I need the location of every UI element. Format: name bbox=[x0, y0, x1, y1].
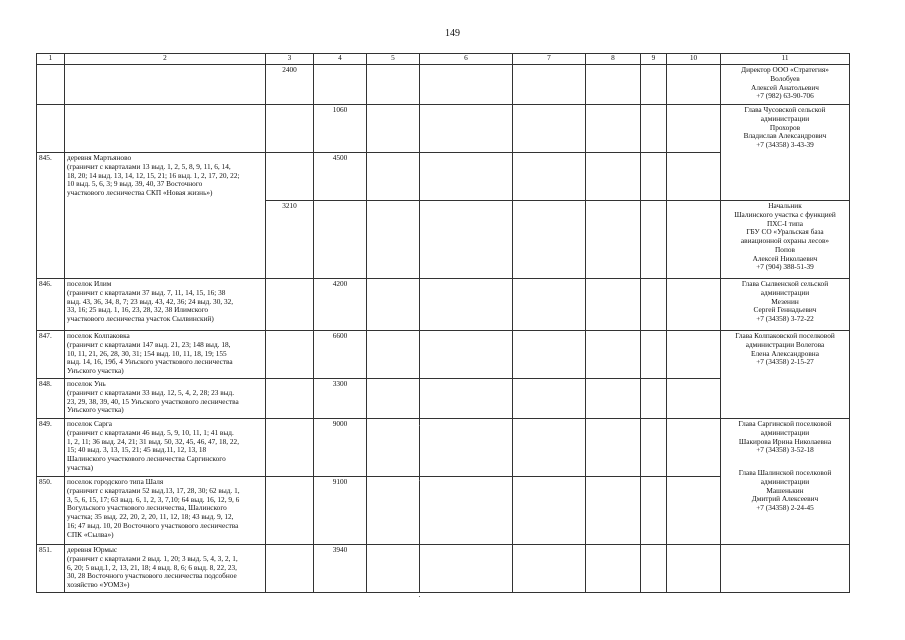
settlement-cell: поселок Илим (граничит с кварталами 37 выд. 7, 11, 14, 15, 16; 38 выд. 43, 36, 34, 8, 7; 23 выд. 43, 42, 36; 24 выд. 30, 32, 33, 16; 25 выд. 1, 16, 23, 28, 32, 38 Илимского участкового лесничества участок Сылвинский) bbox=[65, 279, 266, 331]
empty-cell bbox=[420, 419, 513, 477]
empty-cell bbox=[420, 477, 513, 545]
row-number: 850. bbox=[37, 477, 65, 545]
empty-cell bbox=[586, 419, 641, 477]
value-col3: 3210 bbox=[266, 201, 314, 279]
header-cell: 8 bbox=[586, 54, 641, 65]
empty-cell bbox=[513, 419, 586, 477]
contact-cell: Глава Колпаковской поселковой администрации Волегова Елена Александровна +7 (34358) 2-15-27 bbox=[721, 331, 850, 419]
empty-cell bbox=[641, 65, 667, 105]
empty-cell bbox=[667, 105, 721, 153]
empty-cell bbox=[667, 279, 721, 331]
empty-cell bbox=[513, 153, 586, 201]
empty-cell bbox=[641, 419, 667, 477]
settlement-cell: поселок Колпаковка (граничит с кварталами 147 выд. 21, 23; 148 выд. 18, 10, 11, 21, 26, 28, 30, 31; 154 выд. 10, 11, 18, 19; 155 выд. 14, 16, 19б, 4 Унъского участкового лесничества Унъского участка) bbox=[65, 331, 266, 379]
empty-cell bbox=[586, 65, 641, 105]
value-col4 bbox=[314, 65, 367, 105]
value-col3 bbox=[266, 545, 314, 593]
table-row bbox=[37, 65, 850, 105]
contact-shalya: Глава Шалинской поселковой администрации Машенькин Дмитрий Алексеевич +7 (34358) 2-24-45 bbox=[738, 468, 832, 512]
table-row bbox=[37, 105, 850, 153]
row-number bbox=[37, 105, 65, 153]
value-col3 bbox=[266, 153, 314, 201]
empty-cell bbox=[513, 65, 586, 105]
header-cell: 2 bbox=[65, 54, 266, 65]
header-cell: 11 bbox=[721, 54, 850, 65]
empty-cell bbox=[420, 331, 513, 379]
empty-cell bbox=[721, 545, 850, 593]
empty-cell bbox=[641, 379, 667, 419]
header-cell: 9 bbox=[641, 54, 667, 65]
empty-cell bbox=[420, 201, 513, 279]
empty-cell bbox=[586, 153, 641, 201]
value-col3: 2400 bbox=[266, 65, 314, 105]
empty-cell bbox=[513, 279, 586, 331]
empty-cell bbox=[641, 105, 667, 153]
empty-cell bbox=[667, 545, 721, 593]
contact-cell: Глава Сылвенской сельской администрации Мезенин Сергей Геннадьевич +7 (34358) 3-72-22 bbox=[721, 279, 850, 331]
value-col4: 6600 bbox=[314, 331, 367, 379]
value-col4: 9000 bbox=[314, 419, 367, 477]
value-col3 bbox=[266, 105, 314, 153]
empty-cell bbox=[367, 201, 420, 279]
header-cell: 4 bbox=[314, 54, 367, 65]
table-row bbox=[37, 545, 850, 593]
empty-cell bbox=[667, 379, 721, 419]
settlement-cell bbox=[65, 65, 266, 105]
empty-cell bbox=[667, 331, 721, 379]
empty-cell bbox=[586, 279, 641, 331]
header-row bbox=[37, 54, 850, 65]
empty-cell bbox=[367, 545, 420, 593]
empty-cell bbox=[641, 153, 667, 201]
empty-cell bbox=[513, 379, 586, 419]
empty-cell bbox=[367, 477, 420, 545]
empty-cell bbox=[367, 419, 420, 477]
table-row bbox=[37, 331, 850, 379]
empty-cell bbox=[420, 153, 513, 201]
row-number: 845. bbox=[37, 153, 65, 279]
page-number: 149 bbox=[445, 28, 460, 39]
row-number: 847. bbox=[37, 331, 65, 379]
empty-cell bbox=[367, 65, 420, 105]
table-row bbox=[37, 419, 850, 477]
empty-cell bbox=[367, 105, 420, 153]
empty-cell bbox=[586, 105, 641, 153]
settlement-cell: поселок Унь (граничит с кварталами 33 выд. 12, 5, 4, 2, 28; 23 выд. 23, 29, 38, 39, 40, 15 Унъского участкового лесничества Унъского участка) bbox=[65, 379, 266, 419]
header-cell: 10 bbox=[667, 54, 721, 65]
value-col4: 9100 bbox=[314, 477, 367, 545]
contact-cell: Глава Чусовской сельской администрации Прохоров Владислав Александрович +7 (34358) 3-43-39 bbox=[721, 105, 850, 201]
empty-cell bbox=[667, 419, 721, 477]
row-number: 848. bbox=[37, 379, 65, 419]
empty-cell bbox=[513, 105, 586, 153]
empty-cell bbox=[641, 477, 667, 545]
scan-speck bbox=[419, 596, 420, 597]
settlement-cell: деревня Мартьяново (граничит с кварталами 13 выд. 1, 2, 5, 8, 9, 11, 6, 14, 18, 20; 14 выд. 13, 14, 12, 15, 21; 16 выд. 1, 2, 17, 20, 22; 10 выд. 5, 6, 3; 9 выд. 39, 40, 37 Восточного участкового лесничества СКП «Новая жизнь») bbox=[65, 153, 266, 279]
value-col3 bbox=[266, 331, 314, 379]
empty-cell bbox=[586, 545, 641, 593]
empty-cell bbox=[367, 279, 420, 331]
row-number: 851. bbox=[37, 545, 65, 593]
settlement-cell: деревня Юрмыс (граничит с кварталами 2 выд. 1, 20; 3 выд. 5, 4, 3, 2, 1, 6, 20; 5 выд.1, 2, 13, 21, 18; 4 выд. 8, 6; 6 выд. 8, 22, 23, 30, 28 Восточного участкового лесничества подсобное хозяйство «УОМЗ») bbox=[65, 545, 266, 593]
value-col3 bbox=[266, 419, 314, 477]
empty-cell bbox=[586, 331, 641, 379]
empty-cell bbox=[367, 153, 420, 201]
value-col4: 1060 bbox=[314, 105, 367, 153]
document-table bbox=[36, 53, 850, 593]
value-col3 bbox=[266, 279, 314, 331]
value-col4: 3940 bbox=[314, 545, 367, 593]
empty-cell bbox=[641, 201, 667, 279]
value-col4: 3300 bbox=[314, 379, 367, 419]
empty-cell bbox=[641, 279, 667, 331]
contact-sarga: Глава Саргинской поселковой администрации Шакирова Ирина Николаевна +7 (34358) 3-52-18 bbox=[738, 419, 832, 455]
empty-cell bbox=[586, 379, 641, 419]
empty-cell bbox=[420, 545, 513, 593]
scan-speck bbox=[419, 480, 420, 481]
value-col4: 4200 bbox=[314, 279, 367, 331]
empty-cell bbox=[513, 201, 586, 279]
contact-cell bbox=[721, 419, 850, 545]
row-number bbox=[37, 65, 65, 105]
empty-cell bbox=[667, 65, 721, 105]
empty-cell bbox=[420, 65, 513, 105]
settlement-cell: поселок Сарга (граничит с кварталами 46 выд. 5, 9, 10, 11, 1; 41 выд. 1, 2, 11; 36 выд. 24, 21; 31 выд. 50, 32, 45, 46, 47, 18, 22, 15; 40 выд. 3, 13, 15, 21; 45 выд.11, 12, 13, 18 Шалинского участкового лесничества Саргинского участка) bbox=[65, 419, 266, 477]
empty-cell bbox=[420, 105, 513, 153]
header-cell: 3 bbox=[266, 54, 314, 65]
empty-cell bbox=[586, 477, 641, 545]
empty-cell bbox=[513, 477, 586, 545]
empty-cell bbox=[667, 201, 721, 279]
empty-cell bbox=[513, 545, 586, 593]
header-cell: 7 bbox=[513, 54, 586, 65]
value-col4 bbox=[314, 201, 367, 279]
header-cell: 5 bbox=[367, 54, 420, 65]
scan-speck bbox=[419, 425, 420, 426]
value-col3 bbox=[266, 477, 314, 545]
settlement-cell bbox=[65, 105, 266, 153]
empty-cell bbox=[420, 279, 513, 331]
empty-cell bbox=[513, 331, 586, 379]
empty-cell bbox=[641, 545, 667, 593]
empty-cell bbox=[420, 379, 513, 419]
header-cell: 1 bbox=[37, 54, 65, 65]
empty-cell bbox=[586, 201, 641, 279]
value-col3 bbox=[266, 379, 314, 419]
empty-cell bbox=[367, 331, 420, 379]
row-number: 849. bbox=[37, 419, 65, 477]
empty-cell bbox=[667, 153, 721, 201]
header-cell: 6 bbox=[420, 54, 513, 65]
table-row bbox=[37, 279, 850, 331]
contact-cell: Директор ООО «Стратегия» Волобуев Алексей Анатольевич +7 (982) 63-90-706 bbox=[721, 65, 850, 105]
settlement-cell: поселок городского типа Шаля (граничит с кварталами 52 выд.13, 17, 28, 30; 62 выд. 1, 3, 5, 6, 15, 17; 63 выд. 6, 1, 2, 3, 7,10; 64 выд. 16, 12, 9, 6 Вогульского участкового лесничества, Шалинского участка; 35 выд. 22, 20, 2, 20, 11, 12, 18; 43 выд. 9, 12, 16; 47 выд. 10, 20 Восточного участкового лесничества СПК «Сылва») bbox=[65, 477, 266, 545]
empty-cell bbox=[667, 477, 721, 545]
empty-cell bbox=[641, 331, 667, 379]
value-col4: 4500 bbox=[314, 153, 367, 201]
row-number: 846. bbox=[37, 279, 65, 331]
contact-cell: Начальник Шалинского участка с функцией ПХС-I типа ГБУ СО «Уральская база авиационной охраны лесов» Попов Алексей Николаевич +7 (904) 388-51-39 bbox=[721, 201, 850, 279]
empty-cell bbox=[367, 379, 420, 419]
